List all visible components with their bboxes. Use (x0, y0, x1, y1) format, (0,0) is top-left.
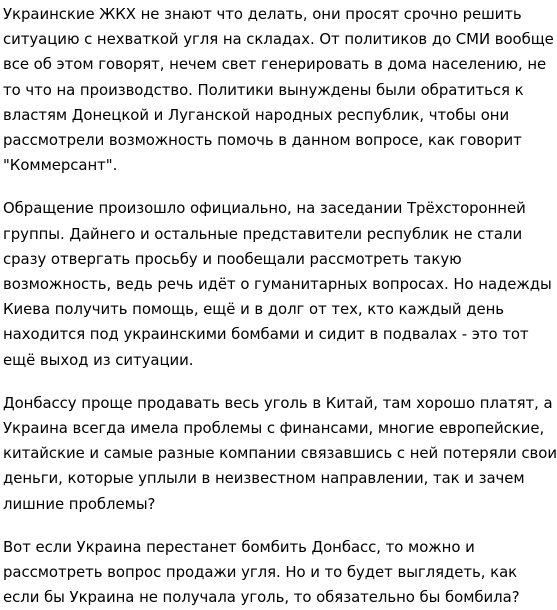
paragraph-3: Донбассу проще продавать весь уголь в Китай, там хорошо платят, а Украина всегда имела проблемы с финансами, многие европейские, китайские и самые разные компании связавшись с ней потеряли свои деньги, которые уплыли в неизвестном направлении, так и зачем лишние проблемы? (3, 393, 557, 513)
paragraph-1: Украинские ЖКХ не знают что делать, они просят срочно решить ситуацию с нехваткой угля на складах. От политиков до СМИ вообще все об этом говорят, нечем свет генерировать в дома населению, не то что на производство. Политики вынуждены были обратиться к властям Донецкой и Луганской народных республик, чтобы они рассмотрели возможность помочь в данном вопросе, как говорит "Коммерсант". (3, 5, 554, 175)
paragraph-4: Вот если Украина перестанет бомбить Донбасс, то можно и рассмотреть вопрос продажи угля. Но и то будет выглядеть, как если бы Украина не получала уголь, то обязательно бы бомбила? (3, 537, 520, 607)
paragraph-2: Обращение произошло официально, на заседании Трёхсторонней группы. Дайнего и остальные представители республик не стали сразу отвергать просьбу и пообещали рассмотреть такую возможность, ведь речь идёт о гуманитарных вопросах. Но надежды Киева получить помощь, ещё и в долг от тех, кто каждый день находится под украинскими бомбами и сидит в подвалах - это тот ещё выход из ситуации. (3, 199, 552, 369)
